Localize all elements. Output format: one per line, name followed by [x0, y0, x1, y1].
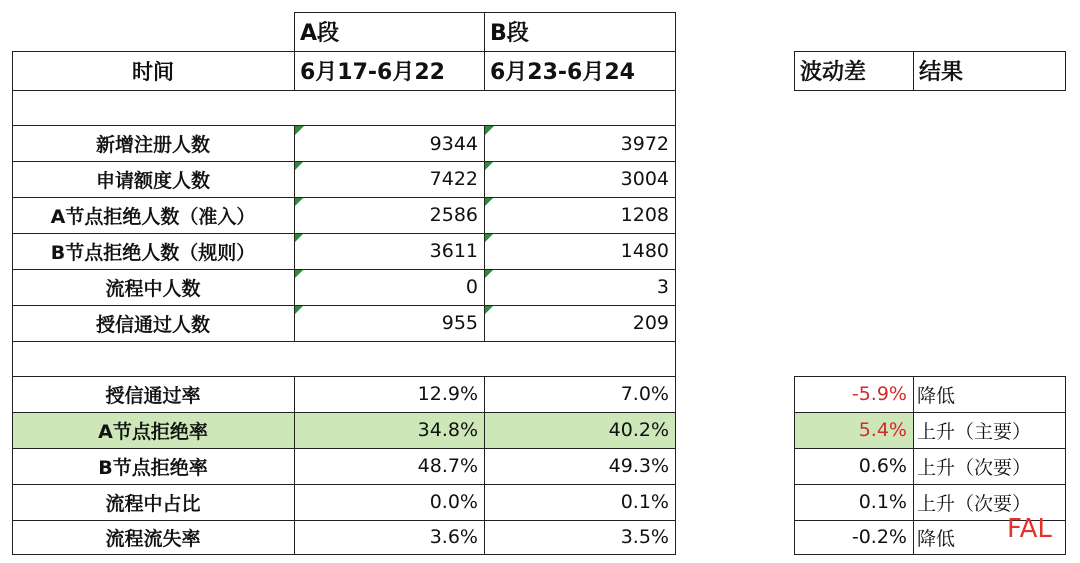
rate-result-b-node-rejection-rate: 上升（次要） — [917, 456, 1032, 479]
count-b-b-node-rejections: 1480 — [620, 240, 669, 262]
count-b-new-registrations: 3972 — [620, 132, 669, 155]
result-header: 结果 — [919, 60, 964, 85]
rate-label-in-process-ratio: 流程中占比 — [105, 492, 201, 515]
rate-diff-in-process-ratio: 0.1% — [858, 491, 907, 513]
rate-label-approval-rate: 授信通过率 — [105, 384, 201, 407]
grid-line — [294, 125, 295, 342]
grid-line — [794, 448, 1066, 449]
fluctuation-header: 波动差 — [800, 60, 867, 85]
rate-label-a-node-rejection-rate: A节点拒绝率 — [98, 420, 208, 443]
grid-line — [794, 412, 1066, 413]
grid-line — [12, 51, 13, 555]
count-b-in-process: 3 — [656, 276, 669, 298]
corner-marker — [484, 305, 494, 315]
watermark-text: FAL — [1007, 514, 1052, 544]
grid-line — [484, 376, 485, 555]
rate-diff-a-node-rejection-rate: 5.4% — [858, 419, 907, 441]
grid-line — [12, 161, 675, 162]
count-b-credit-applications: 3004 — [620, 168, 669, 190]
rate-b-approval-rate: 7.0% — [620, 383, 669, 405]
grid-line — [12, 197, 675, 198]
rate-diff-b-node-rejection-rate: 0.6% — [858, 455, 907, 477]
grid-line — [1065, 376, 1066, 555]
grid-line — [913, 376, 914, 555]
corner-marker — [294, 305, 304, 315]
grid-line — [484, 12, 485, 91]
corner-marker — [294, 233, 304, 243]
count-a-b-node-rejections: 3611 — [429, 240, 478, 262]
corner-marker — [484, 269, 494, 279]
rate-diff-approval-rate: -5.9% — [851, 383, 907, 405]
rate-result-process-churn-rate: 降低 — [917, 527, 956, 550]
rate-diff-process-churn-rate: -0.2% — [851, 526, 907, 548]
grid-line — [794, 554, 1066, 555]
rate-a-b-node-rejection-rate: 48.7% — [417, 455, 478, 477]
grid-line — [794, 376, 795, 555]
count-label-new-registrations: 新增注册人数 — [95, 134, 210, 156]
rate-b-in-process-ratio: 0.1% — [620, 491, 669, 513]
grid-line — [794, 484, 1066, 485]
grid-line — [12, 305, 675, 306]
grid-line — [484, 125, 485, 342]
corner-marker — [484, 233, 494, 243]
count-b-credit-approved: 209 — [632, 312, 669, 334]
grid-line — [12, 484, 675, 485]
corner-marker — [294, 197, 304, 207]
count-b-a-node-rejections: 1208 — [620, 204, 669, 226]
rate-a-a-node-rejection-rate: 34.8% — [417, 419, 478, 441]
count-a-in-process: 0 — [465, 276, 478, 298]
corner-marker — [484, 126, 494, 136]
grid-line — [12, 341, 675, 342]
count-label-a-node-rejections: A节点拒绝人数（准入） — [50, 205, 256, 228]
a-dates-header: 6月17-6月22 — [300, 60, 445, 85]
grid-line — [12, 448, 675, 449]
rate-a-approval-rate: 12.9% — [417, 383, 478, 405]
grid-line — [12, 51, 675, 52]
count-a-credit-applications: 7422 — [429, 168, 478, 190]
rate-b-process-churn-rate: 3.5% — [620, 526, 669, 548]
rate-result-a-node-rejection-rate: 上升（主要） — [917, 420, 1032, 443]
grid-line — [794, 90, 1066, 91]
corner-marker — [294, 126, 304, 136]
corner-marker — [294, 269, 304, 279]
grid-line — [794, 376, 1066, 377]
grid-line — [794, 51, 795, 91]
grid-line — [12, 520, 675, 521]
time-header: 时间 — [132, 59, 174, 84]
rate-label-process-churn-rate: 流程流失率 — [105, 527, 201, 550]
b-dates-header: 6月23-6月24 — [490, 60, 635, 85]
count-label-in-process: 流程中人数 — [105, 277, 201, 300]
grid-line — [913, 51, 914, 91]
count-a-a-node-rejections: 2586 — [429, 204, 478, 226]
count-a-credit-approved: 955 — [441, 312, 478, 334]
b-segment-header: B段 — [490, 21, 529, 46]
count-label-credit-approved: 授信通过人数 — [95, 313, 210, 336]
rate-a-process-churn-rate: 3.6% — [429, 526, 478, 548]
grid-line — [294, 12, 295, 91]
grid-line — [12, 412, 675, 413]
grid-line — [12, 269, 675, 270]
count-label-b-node-rejections: B节点拒绝人数（规则） — [50, 241, 256, 264]
rate-a-in-process-ratio: 0.0% — [429, 491, 478, 513]
corner-marker — [294, 161, 304, 171]
grid-line — [12, 233, 675, 234]
grid-line — [1065, 51, 1066, 91]
corner-marker — [484, 197, 494, 207]
rate-result-in-process-ratio: 上升（次要） — [917, 492, 1032, 515]
count-a-new-registrations: 9344 — [429, 132, 478, 155]
grid-line — [675, 12, 676, 555]
rate-label-b-node-rejection-rate: B节点拒绝率 — [98, 456, 208, 479]
grid-line — [12, 554, 675, 555]
grid-line — [12, 376, 675, 377]
grid-line — [12, 125, 675, 126]
rate-b-b-node-rejection-rate: 49.3% — [608, 455, 669, 477]
count-label-credit-applications: 申请额度人数 — [95, 169, 210, 192]
grid-line — [794, 51, 1066, 52]
rate-b-a-node-rejection-rate: 40.2% — [608, 419, 669, 441]
grid-line — [294, 376, 295, 555]
a-segment-header: A段 — [300, 21, 340, 46]
corner-marker — [484, 161, 494, 171]
rate-result-approval-rate: 降低 — [917, 384, 956, 407]
grid-line — [12, 90, 675, 91]
